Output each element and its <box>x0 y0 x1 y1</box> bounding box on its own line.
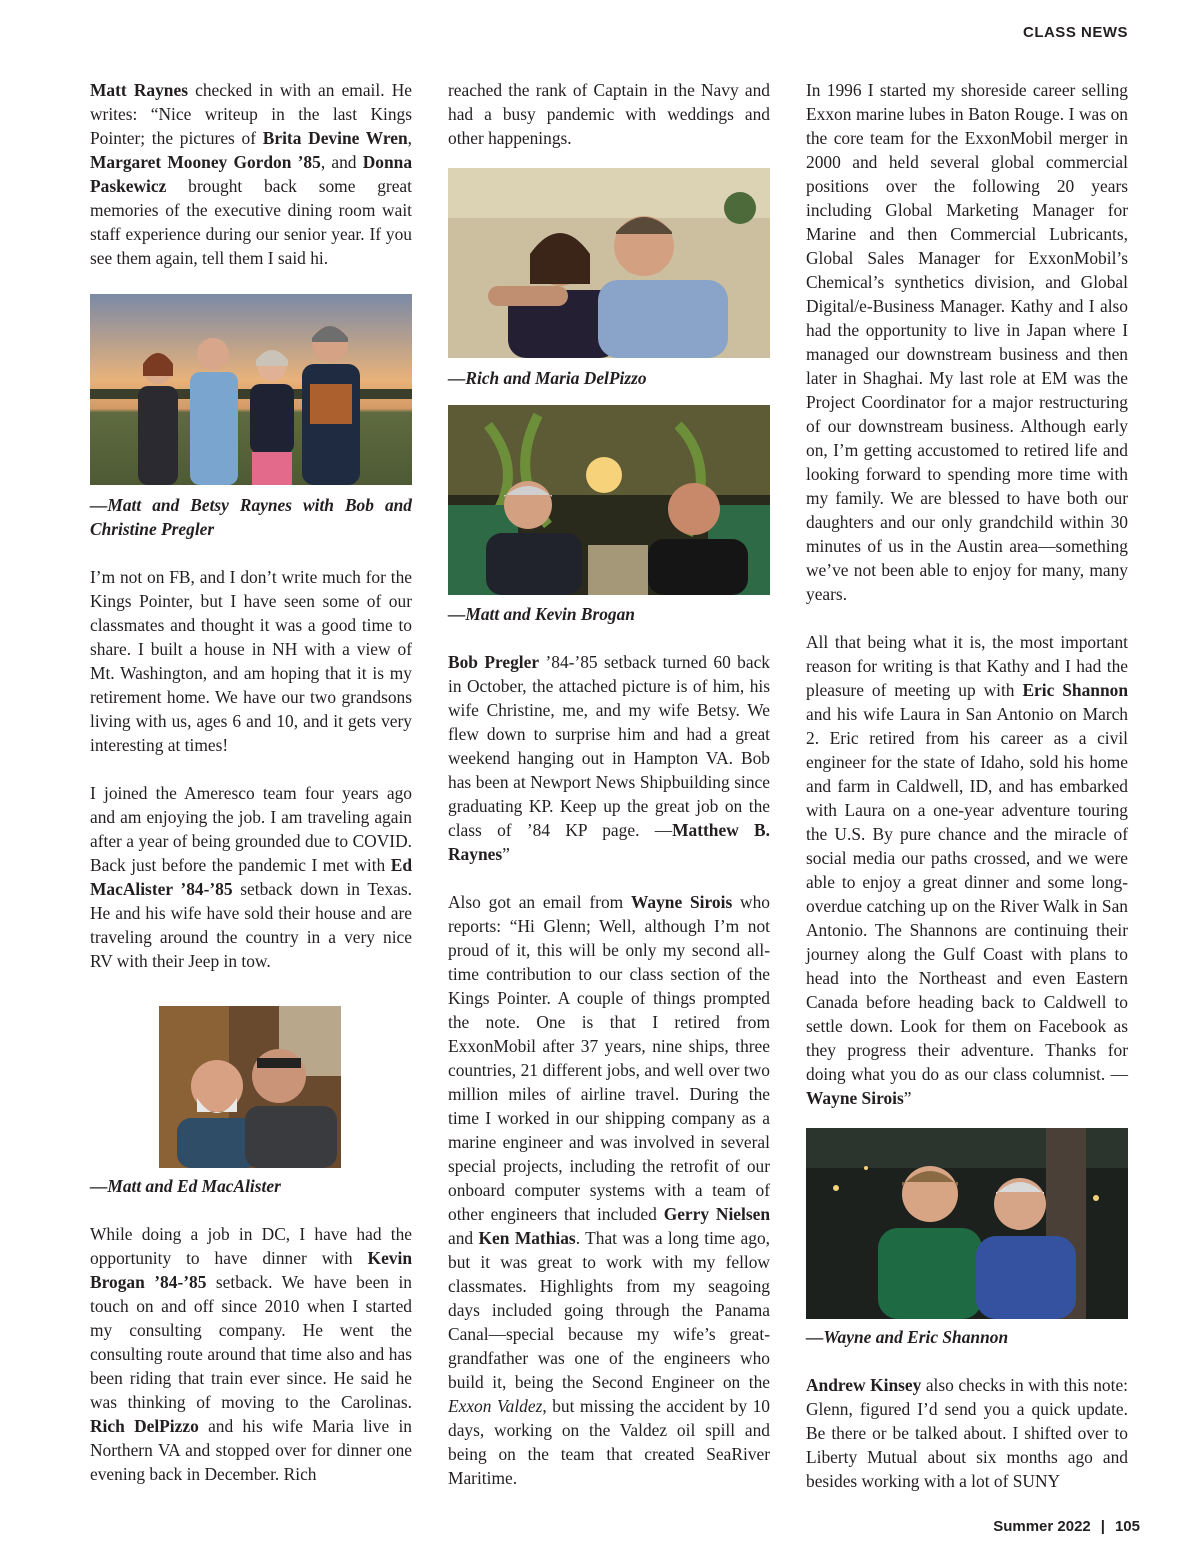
photo-wayne-eric <box>806 1128 1128 1319</box>
paragraph-rich-navy: reached the rank of Captain in the Navy and had a busy pandemic with weddings and other happenings. <box>448 80 770 148</box>
photo-matt-kevin <box>448 405 770 595</box>
page-footer <box>993 1518 1140 1535</box>
column-1 <box>90 78 412 1486</box>
caption-rich-maria: —Rich and Maria DelPizzo <box>448 368 647 388</box>
photo-matt-ed <box>159 1006 341 1168</box>
caption-raynes-pregler: —Matt and Betsy Raynes with Bob and Christine Pregler <box>90 495 412 539</box>
paragraph-matt-raynes: Matt Raynes checked in with an email. He writes: “Nice writeup in the last Kings Pointer; the pictures of Brita Devine Wren, Margaret Mooney Gordon ’85, and Donna Paskewicz brought back some great memories of the executive dining room wait staff experience during our senior year. If you see them again, tell them I said hi. <box>90 80 413 268</box>
photo-raynes-pregler <box>90 294 412 485</box>
column-3 <box>806 78 1128 1493</box>
paragraph-exxon-career: In 1996 I started my shoreside career selling Exxon marine lubes in Baton Rouge. I was on the core team for the ExxonMobil merger in 2000 and held several global commercial positions over the following 20 years including Global Marketing Manager for Marine and then Commercial Lubricants, Global Sales Manager for ExxonMobil’s Chemical’s synthetics division, and Global Digital/e-Business Manager. Kathy and I also had the opportunity to live in Japan where I managed our downstream business and then later in Shaghai. My last role at EM was the Project Coordinator for a major restructuring of our downstream business. Although early on, I’m getting accustomed to retired life and looking forward to spending more time with my family. We are blessed to have both our daughters and our only grandchild within 30 minutes of us in the Austin area—something we’ve not been able to enjoy for many, many years. <box>806 80 1128 604</box>
caption-wayne-eric: —Wayne and Eric Shannon <box>806 1327 1009 1347</box>
paragraph-nh-house: I’m not on FB, and I don’t write much for the Kings Pointer, but I have seen some of our classmates and thought it was a good time to share. I built a house in NH with a view of Mt. Washington, and am hoping that it is my retirement home. We have our two grandsons living with us, ages 6 and 10, and it gets very interesting at times! <box>90 567 412 755</box>
section-header: CLASS NEWS <box>1022 24 1128 41</box>
paragraph-ameresco: I joined the Ameresco team four years ago and am enjoying the job. I am traveling again after a year of being grounded due to COVID. Back just before the pandemic I met with Ed MacAlister ’84-’85 setback down in Texas. He and his wife have sold their house and are traveling around the country in a very nice RV with their Jeep in tow. <box>90 783 412 971</box>
paragraph-wayne-sirois: Also got an email from Wayne Sirois who reports: “Hi Glenn; Well, although I’m not proud of it, this will be only my second all-time contribution to our class section of the Kings Pointer. A couple of things prompted the note. One is that I retired from ExxonMobil after 37 years, nine ships, three countries, 21 different jobs, and well over two million miles of airline travel. During the time I worked in our shipping company as a marine engineer and was involved in several special projects, including the retrofit of our onboard computer systems with a team of other engineers that included Gerry Nielsen and Ken Mathias. That was a long time ago, but it was great to work with my fellow classmates. Highlights from my seagoing days included going through the Panama Canal—special because my wife’s great-grandfather was one of the engineers who build it, being the Second Engineer on the Exxon Valdez, but missing the accident by 10 days, working on the Valdez oil spill and being on the team that created SeaRiver Maritime. <box>448 892 771 1488</box>
issue-label: Summer 2022 <box>993 1518 1091 1535</box>
paragraph-bob-pregler: Bob Pregler ’84-’85 setback turned 60 back in October, the attached picture is of him, his wife Christine, me, and my wife Betsy. We flew down to surprise him and had a great weekend hanging out in Hampton VA. Bob has been at Newport News Shipbuilding since graduating KP. Keep up the great job on the class of ’84 KP page. —Matthew B. Raynes” <box>448 652 770 864</box>
column-2 <box>448 78 770 1490</box>
photo-rich-maria <box>448 168 770 358</box>
paragraph-andrew-kinsey: Andrew Kinsey also checks in with this note: Glenn, figured I’d send you a quick update. Be there or be talked about. I shifted over to Liberty Mutual about six months ago and besides working with a lot of SUNY <box>806 1375 1128 1491</box>
footer-separator: | <box>1100 1518 1105 1535</box>
paragraph-kevin-brogan: While doing a job in DC, I have had the opportunity to have dinner with Kevin Brogan ’84-’85 setback. We have been in touch on and off since 2010 when I started my consulting company. He went the consulting route around that time also and has been riding that train ever since. He said he was thinking of moving to the Carolinas. Rich DelPizzo and his wife Maria live in Northern VA and stopped over for dinner one evening back in December. Rich <box>90 1224 413 1484</box>
caption-matt-ed: —Matt and Ed MacAlister <box>90 1176 281 1196</box>
page-number: 105 <box>1114 1518 1140 1535</box>
paragraph-eric-shannon: All that being what it is, the most important reason for writing is that Kathy and I had the pleasure of meeting up with Eric Shannon and his wife Laura in San Antonio on March 2. Eric retired from his career as a civil engineer for the state of Idaho, sold his home and farm in Caldwell, ID, and has embarked with Laura on a one-year adventure touring the U.S. By pure chance and the miracle of social media our paths crossed, and we were able to enjoy a great dinner and some long-overdue catching up on the River Walk in San Antonio. The Shannons are continuing their journey along the Gulf Coast with plans to head into the Northeast and even Eastern Canada before heading back to Caldwell to settle down. Look for them on Facebook as they progress their adventure. Thanks for doing what you do as our class columnist. —Wayne Sirois” <box>806 632 1128 1108</box>
caption-matt-kevin: —Matt and Kevin Brogan <box>448 604 635 624</box>
